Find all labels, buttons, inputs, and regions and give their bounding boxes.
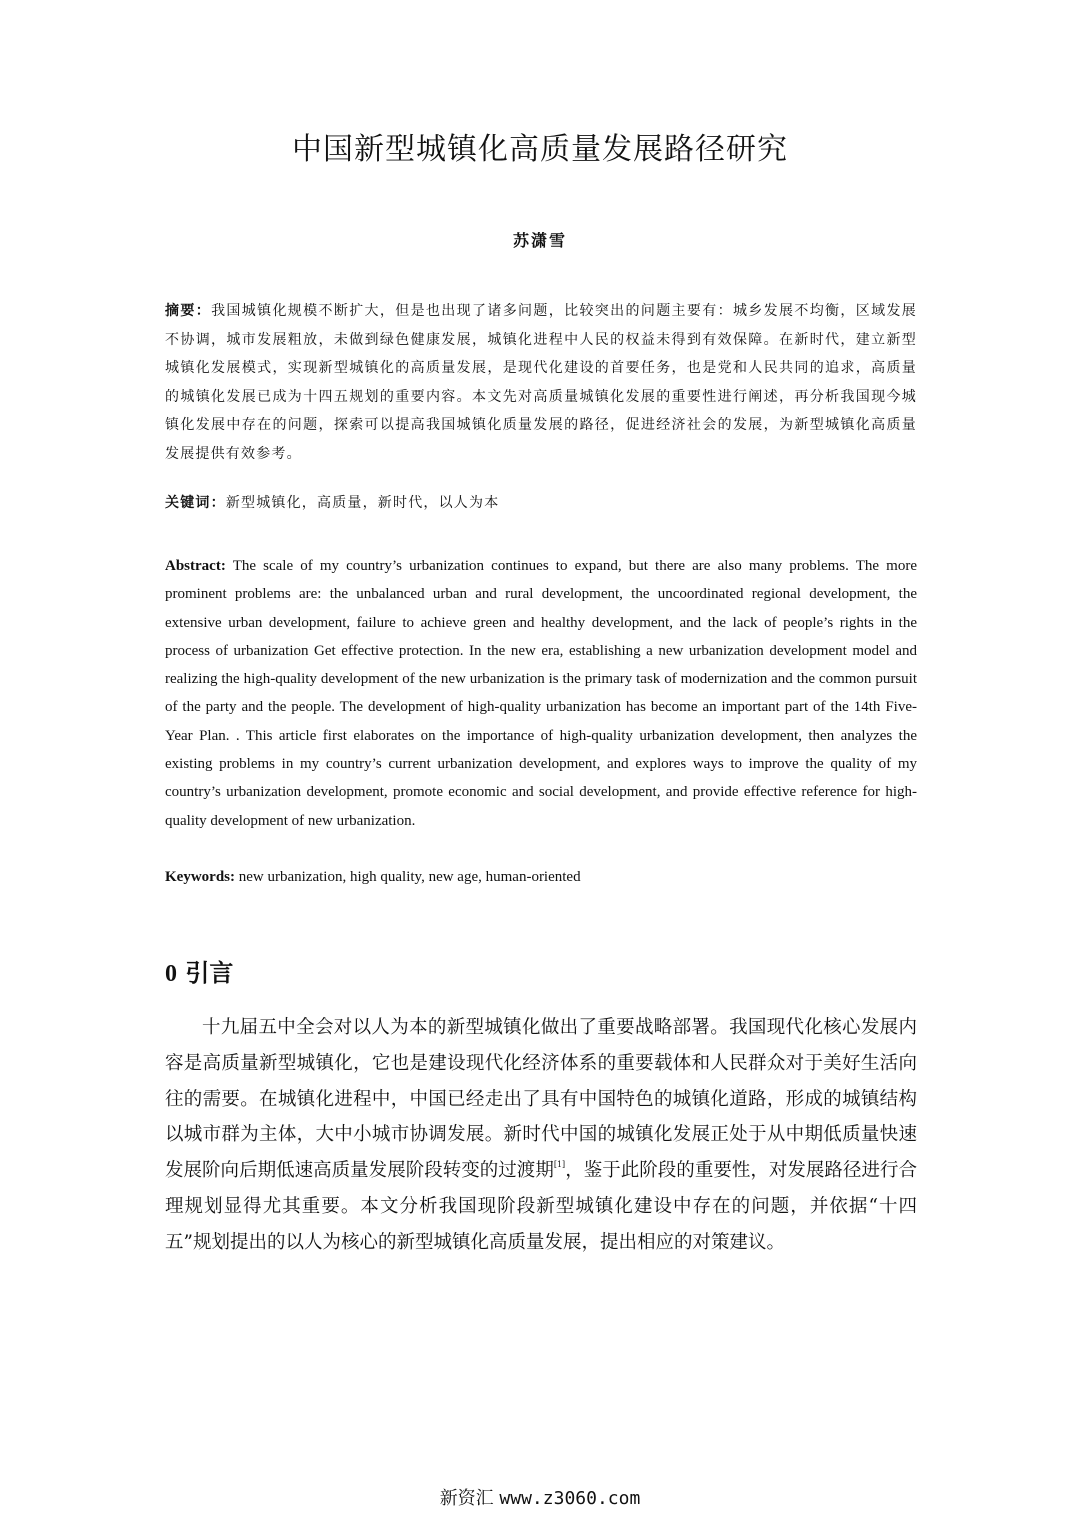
citation-link[interactable]: [1] [553, 1160, 566, 1170]
chinese-keywords [165, 489, 917, 518]
english-abstract [165, 552, 917, 835]
chinese-keywords-label: 关键词： [165, 495, 226, 511]
intro-paragraph [165, 1010, 917, 1261]
chinese-abstract-text: 我国城镇化规模不断扩大，但是也出现了诸多问题，比较突出的问题主要有：城乡发展不均衡，区域发展不协调，城市发展粗放，未做到绿色健康发展，城镇化进程中人民的权益未得到有效保障。在新时代，建立新型城镇化发展模式，实现新型城镇化的高质量发展，是现代化建设的首要任务，也是党和人民共同的追求，高质量的城镇化发展已成为十四五规划的重要内容。本文先对高质量城镇化发展的重要性进行阐述，再分析我国现今城镇化发展中存在的问题，探索可以提高我国城镇化质量发展的路径，促进经济社会的发展，为新型城镇化高质量发展提供有效参考。 [165, 303, 917, 462]
paper-title: 中国新型城镇化高质量发展路径研究 [292, 132, 788, 167]
author-name: 苏潇雪 [512, 231, 567, 250]
chinese-abstract-label: 摘要： [165, 303, 212, 319]
chinese-keywords-text: 新型城镇化，高质量，新时代，以人为本 [225, 495, 500, 511]
footer-url[interactable]: www.z3060.com [499, 1488, 641, 1509]
english-keywords-text: new urbanization, high quality, new age, human-oriented [238, 869, 581, 885]
intro-text-part2: ，鉴于此阶段的重要性，对发展路径进行合理规划显得尤其重要。本文分析我国现阶段新型城镇化建设中存在的问题，并依据“十四五”规划提出的以人为核心的新型城镇化高质量发展，提出相应的对策建议。 [165, 1160, 917, 1253]
section-title: 引言 [185, 958, 234, 987]
english-abstract-label: Abstract: [165, 558, 226, 574]
english-keywords-label: Keywords: [165, 869, 235, 885]
english-keywords [165, 863, 917, 891]
section-heading [165, 955, 917, 992]
intro-text-part1: 十九届五中全会对以人为本的新型城镇化做出了重要战略部署。我国现代化核心发展内容是高质量新型城镇化，它也是建设现代化经济体系的重要载体和人民群众对于美好生活向往的需要。在城镇化进程中，中国已经走出了具有中国特色的城镇化道路，形成的城镇结构以城市群为主体，大中小城市协调发展。新时代中国的城镇化发展正处于从中期低质量快速发展阶向后期低速高质量发展阶段转变的过渡期 [165, 1017, 917, 1182]
chinese-abstract [165, 297, 917, 468]
english-abstract-text: The scale of my country’s urbanization continues to expand, but there are also many problems. The more prominent problems are: the unbalanced urban and rural development, the uncoordinated regional development, the extensive urban development, failure to achieve green and healthy development, and the lack of people’s rights in the process of urbanization Get effective protection. In the new era, establishing a new urbanization development model and realizing the high-quality development of the new urbanization is the primary task of modernization and the common pursuit of the party and the people. The development of high-quality urbanization has become an important part of the 14th Five-Year Plan. . This article first elaborates on the importance of high-quality urbanization development, then analyzes the existing problems in my country’s current urbanization development, and explores ways to improve the quality of my country’s urbanization development, promote economic and social development, and provide effective reference for high-quality development of new urbanization. [165, 558, 917, 829]
page-footer [0, 1484, 1080, 1510]
section-number: 0 [165, 961, 177, 987]
footer-brand: 新资汇 [439, 1488, 494, 1509]
